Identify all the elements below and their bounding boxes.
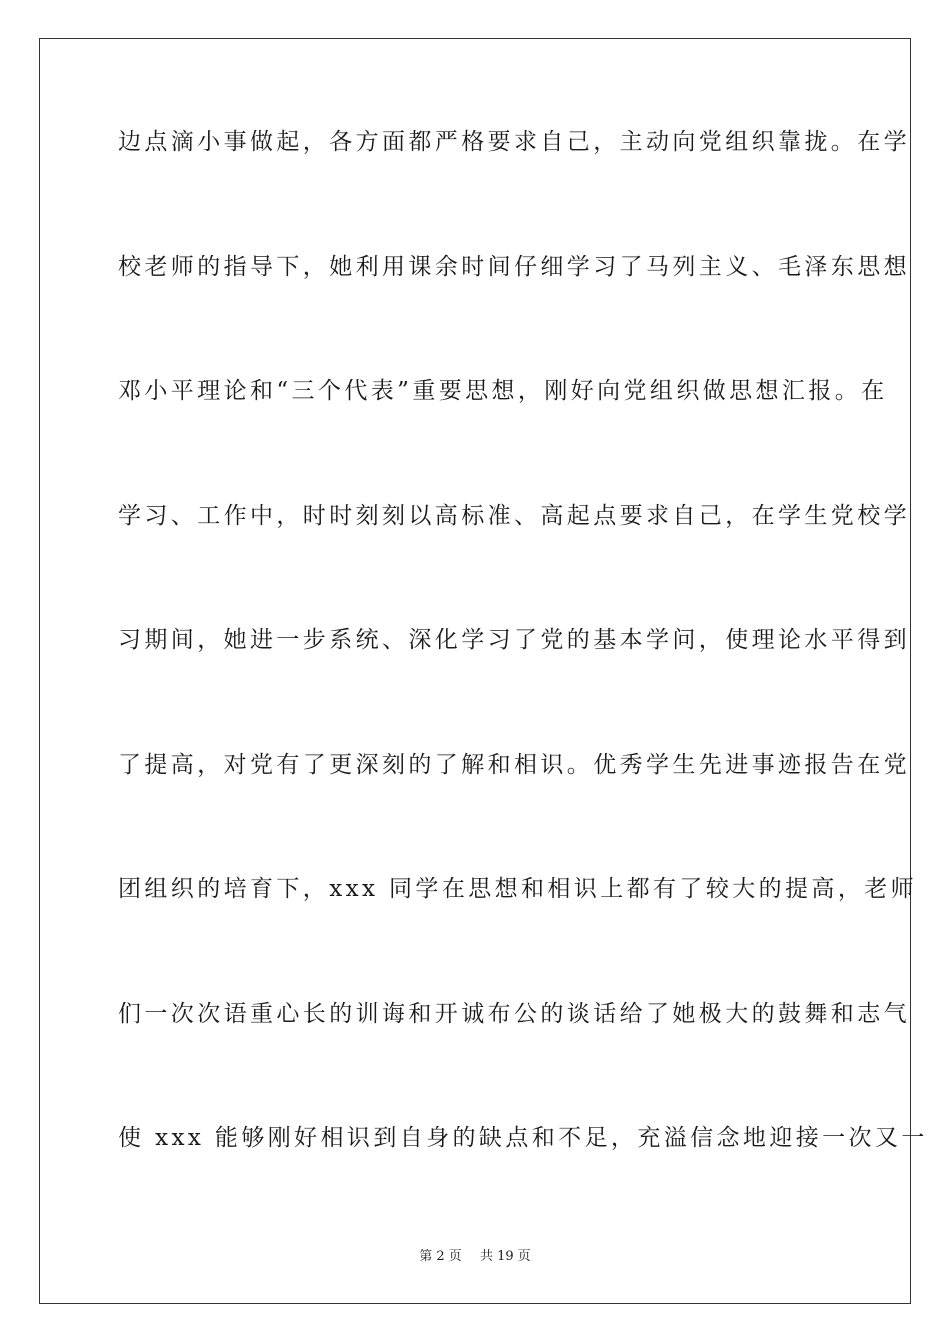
text-line-6: 了提高，对党有了更深刻的了解和相识。优秀学生先进事迹报告在党	[118, 751, 910, 778]
text-line-4: 学习、工作中，时时刻刻以高标准、高起点要求自己，在学生党校学	[118, 502, 910, 529]
text-line-5: 习期间，她进一步系统、深化学习了党的基本学问，使理论水平得到	[118, 627, 910, 653]
text-line-9: 使 xxx 能够刚好相识到自身的缺点和不足，充溢信念地迎接一次又一	[118, 1125, 928, 1151]
text-line-1: 边点滴小事做起，各方面都严格要求自己，主动向党组织靠拢。在学	[118, 129, 910, 155]
document-body	[118, 124, 928, 1245]
page-number: 第 2 页	[419, 1249, 462, 1264]
text-line-7: 团组织的培育下，xxx 同学在思想和相识上都有了较大的提高，老师	[118, 876, 918, 902]
text-line-3: 邓小平理论和“三个代表”重要思想，刚好向党组织做思想汇报。在	[118, 378, 888, 404]
text-line-2: 校老师的指导下，她利用课余时间仔细学习了马列主义、毛泽东思想	[118, 253, 910, 280]
text-line-8: 们一次次语重心长的训诲和开诚布公的谈话给了她极大的鼓舞和志气	[118, 1000, 910, 1027]
page-footer	[0, 1248, 950, 1266]
page-total: 共 19 页	[479, 1249, 531, 1264]
